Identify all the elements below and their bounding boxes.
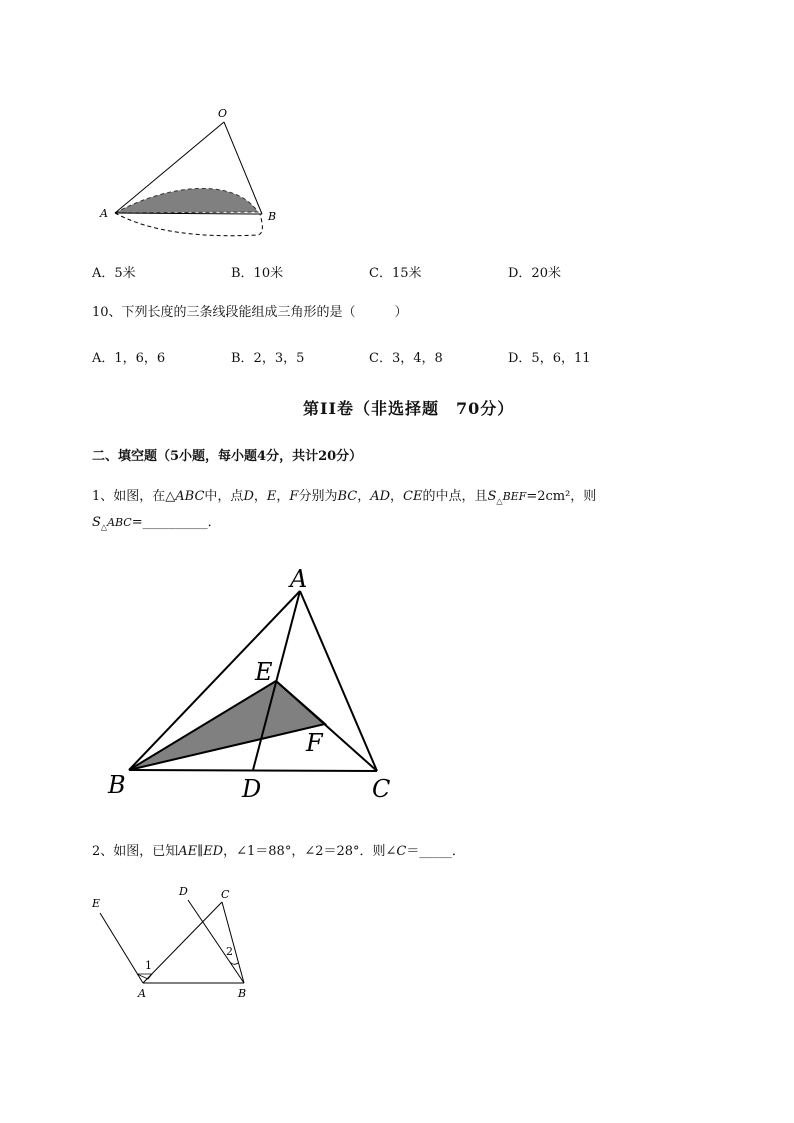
q1-sep: ， bbox=[390, 489, 404, 504]
label-b: B bbox=[268, 210, 277, 223]
label-e: E bbox=[255, 658, 273, 686]
q9-option-c: C．15米 bbox=[369, 266, 422, 281]
label-a: A bbox=[290, 565, 308, 593]
q10-stem: 10、下列长度的三条线段能组成三角形的是（ ） bbox=[92, 305, 408, 320]
q2-c: C bbox=[396, 844, 407, 859]
q1-s: S bbox=[487, 489, 497, 504]
segment-ac bbox=[143, 902, 222, 983]
q2-ae: AE bbox=[178, 844, 198, 859]
q1-text: 中，点 bbox=[204, 489, 244, 504]
q9-option-d: D．20米 bbox=[508, 266, 561, 281]
q1-sep: ， bbox=[253, 489, 267, 504]
q1-sub: △ bbox=[496, 496, 503, 506]
q9-option-b: B．10米 bbox=[231, 266, 284, 281]
q1-text: =2cm²，则 bbox=[526, 489, 597, 504]
label-e: E bbox=[92, 897, 101, 910]
q10-option-d: D．5，6，11 bbox=[508, 351, 591, 366]
q10-option-a: A．1，6，6 bbox=[92, 351, 166, 366]
segment-ea bbox=[100, 913, 143, 983]
label-a: A bbox=[100, 207, 108, 220]
q1-text: 分别为 bbox=[298, 489, 338, 504]
label-a: A bbox=[138, 987, 146, 1000]
q1-text: 的中点，且 bbox=[422, 489, 488, 504]
q2-text: 2、如图，已知 bbox=[92, 844, 179, 859]
label-d: D bbox=[242, 775, 262, 803]
q2-text: ，∠1＝88°，∠2＝28°．则∠ bbox=[223, 844, 397, 859]
label-b: B bbox=[108, 771, 126, 799]
q1-bc: BC bbox=[337, 489, 358, 504]
angle-2-label: 2 bbox=[226, 945, 233, 958]
label-d: D bbox=[179, 885, 188, 898]
angle-1-label: 1 bbox=[145, 959, 152, 972]
q2-parallel: ∥ bbox=[197, 844, 204, 859]
q1-ad: AD bbox=[370, 489, 391, 504]
label-c: C bbox=[221, 888, 230, 901]
q1-e: E bbox=[266, 489, 277, 504]
q1-sub: △ bbox=[100, 522, 108, 532]
q1-ce: CE bbox=[403, 489, 423, 504]
label-f: F bbox=[306, 729, 323, 757]
q1-sep: ， bbox=[276, 489, 290, 504]
part2-title: 第II卷（非选择题 70分） bbox=[303, 399, 515, 418]
label-c: C bbox=[372, 775, 391, 803]
q1-bef: BEF bbox=[502, 490, 527, 503]
q1-abc: ABC bbox=[175, 489, 205, 504]
q9-option-a: A．5米 bbox=[92, 266, 136, 281]
q1-s: S bbox=[92, 515, 101, 530]
label-b: B bbox=[238, 987, 247, 1000]
segment-db bbox=[188, 900, 244, 983]
label-o: O bbox=[218, 107, 228, 120]
segment-cb bbox=[222, 902, 244, 983]
q1-sep: ， bbox=[357, 489, 371, 504]
q1-blank: =__________． bbox=[131, 515, 221, 530]
q1-abc: ABC bbox=[107, 516, 132, 529]
q1-f: F bbox=[289, 489, 299, 504]
q10-option-c: C．3，4，8 bbox=[369, 351, 443, 366]
q2-ed: ED bbox=[203, 844, 224, 859]
q2-blank: ＝_____． bbox=[406, 844, 465, 859]
q10-option-b: B．2，3，5 bbox=[231, 351, 305, 366]
q1-text: 1、如图，在△ bbox=[92, 489, 176, 504]
section2-heading: 二、填空题（5小题，每小题4分，共计20分） bbox=[92, 449, 363, 464]
q1-d: D bbox=[243, 489, 254, 504]
